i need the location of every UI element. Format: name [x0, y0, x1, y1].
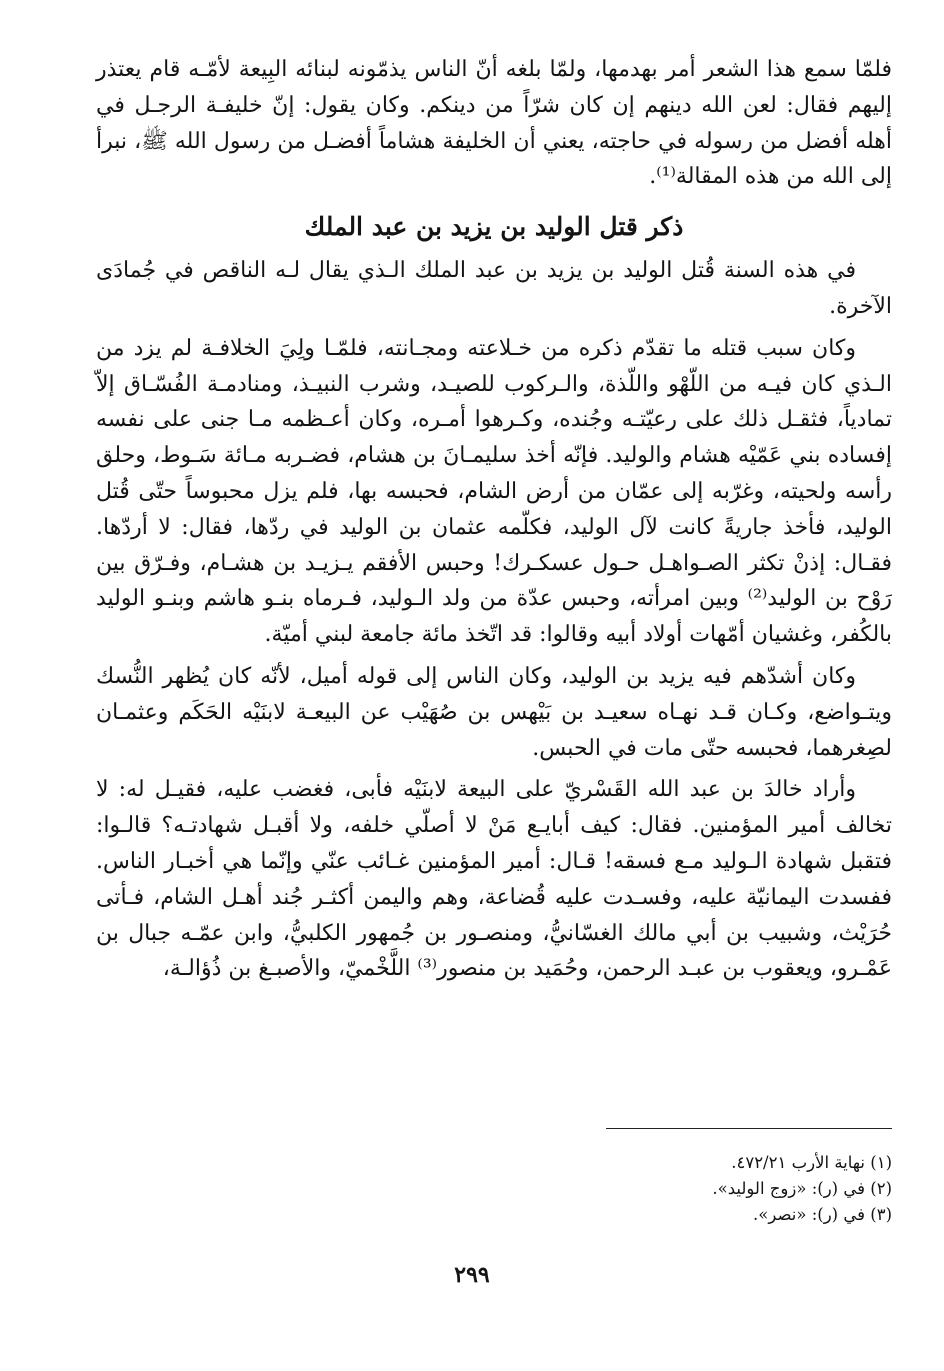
footnote-3: (٣) في (ر): «نصر». — [753, 1205, 892, 1224]
intro-paragraph: فلمّا سمع هذا الشعر أمر بهدمها، ولمّا بلغه أنّ الناس يذمّونه لبنائه البِيعة لأمّـه قام يعتذر إليهم فقال: لعن الله دينهم إن كان شرّاً من دينكم. وكان يقول: إنّ خليفـة الرجـل في أهله أفضل من رسوله في حاجته، يعني أن الخليفة هشاماً أفضـل من رسول الله ﷺ، نبرأ إلى الله من هذه المقالة⁽¹⁾. — [96, 57, 892, 190]
page-number: ٢٩٩ — [454, 1262, 490, 1288]
footnote-1: (١) نهاية الأرب ٤٧٢/٢١. — [731, 1153, 892, 1172]
paragraph-1: في هذه السنة قُتل الوليد بن يزيد بن عبد الملك الـذي يقال لـه الناقص في جُمادَى الآخرة. — [96, 258, 892, 319]
paragraph-2: وكان سبب قتله ما تقدّم ذكره من خـلاعته ومجـانته، فلمّـا ولِيَ الخلافـة لم يزد من الـذي كان فيـه من اللّهْو واللّذة، والـركوب للصيـد، وشرب النبيـذ، ومنادمـة الفُسّـاق إلاّ تمادياً، فثقـل ذلك على رعيّتـه وجُنده، وكـرهوا أمـره، وكان أعـظمه مـا جنى على نفسه إفساده بني عَمّيْه هشام والوليد. فإنّه أخذ سليمـانَ بن هشام، فضـربه مـائة سَـوط، وحلق رأسه ولحيته، وغرّبه إلى عمّان من أرض الشام، فحبسه بها، فلم يزل محبوساً حتّى قُتل الوليد، فأخذ جاريةً كانت لآل الوليد، فكلّمه عثمان بن الوليد في ردّها، فقال: لا أردّها. فقـال: إذنْ تكثر الصـواهـل حـول عسكـرك! وحبس الأفقم يـزيـد بن هشـام، وفـرّق بين رَوْح بن الوليد⁽²⁾ وبين امرأته، وحبس عدّة من ولد الـوليد، فـرماه بنـو هاشم وبنـو الوليد بالكُفر، وغشيان أمّهات أولاد أبيه وقالوا: قد اتّخذ مائة جامعة لبني أميّة. — [96, 335, 892, 648]
section-heading: ذكر قتل الوليد بن يزيد بن عبد الملك — [304, 212, 684, 242]
page-body — [96, 52, 892, 987]
paragraph-4: وأراد خالدَ بن عبد الله القَسْريّ على البيعة لابنَيْه فأبى، فغضب عليه، فقيـل له: لا تخالف أمير المؤمنين. فقال: كيف أبايـع مَنْ لا أصلّي خلفه، ولا أقبـل شهادتـه؟ قالـوا: فتقبل شهادة الـوليد مـع فسقه! قـال: أمير المؤمنين غـائب عنّي وإنّما هي أخبـار الناس. ففسدت اليمانيّة عليه، وفسـدت عليه قُضاعة، وهم واليمن أكثـر جُند أهـل الشام، فـأتى حُرَيْث، وشبيب بن أبي مالك الغسّانيُّ، ومنصـور بن جُمهور الكلبيُّ، وابن عمّـه جبال بن عَمْـرو، ويعقوب بن عبـد الرحمن، وحُمَيد بن منصور⁽³⁾ اللَّخْميّ، والأصبـغ بن ذُؤالـة، — [96, 777, 892, 982]
footnote-divider — [606, 1128, 892, 1129]
footnotes — [96, 1150, 892, 1228]
paragraph-3: وكان أشدّهم فيه يزيد بن الوليد، وكان الناس إلى قوله أميل، لأنّه كان يُظهر النُّسك ويتـواضع، وكـان قـد نهـاه سعيـد بن بَيْهس بن صُهَيْب عن البيعـة لابنَيْه الحَكَم وعثمـان لصِغرهما، فحبسه حتّى مات في الحبس. — [96, 663, 892, 761]
footnote-2: (٢) في (ر): «زوج الوليد». — [712, 1179, 892, 1198]
